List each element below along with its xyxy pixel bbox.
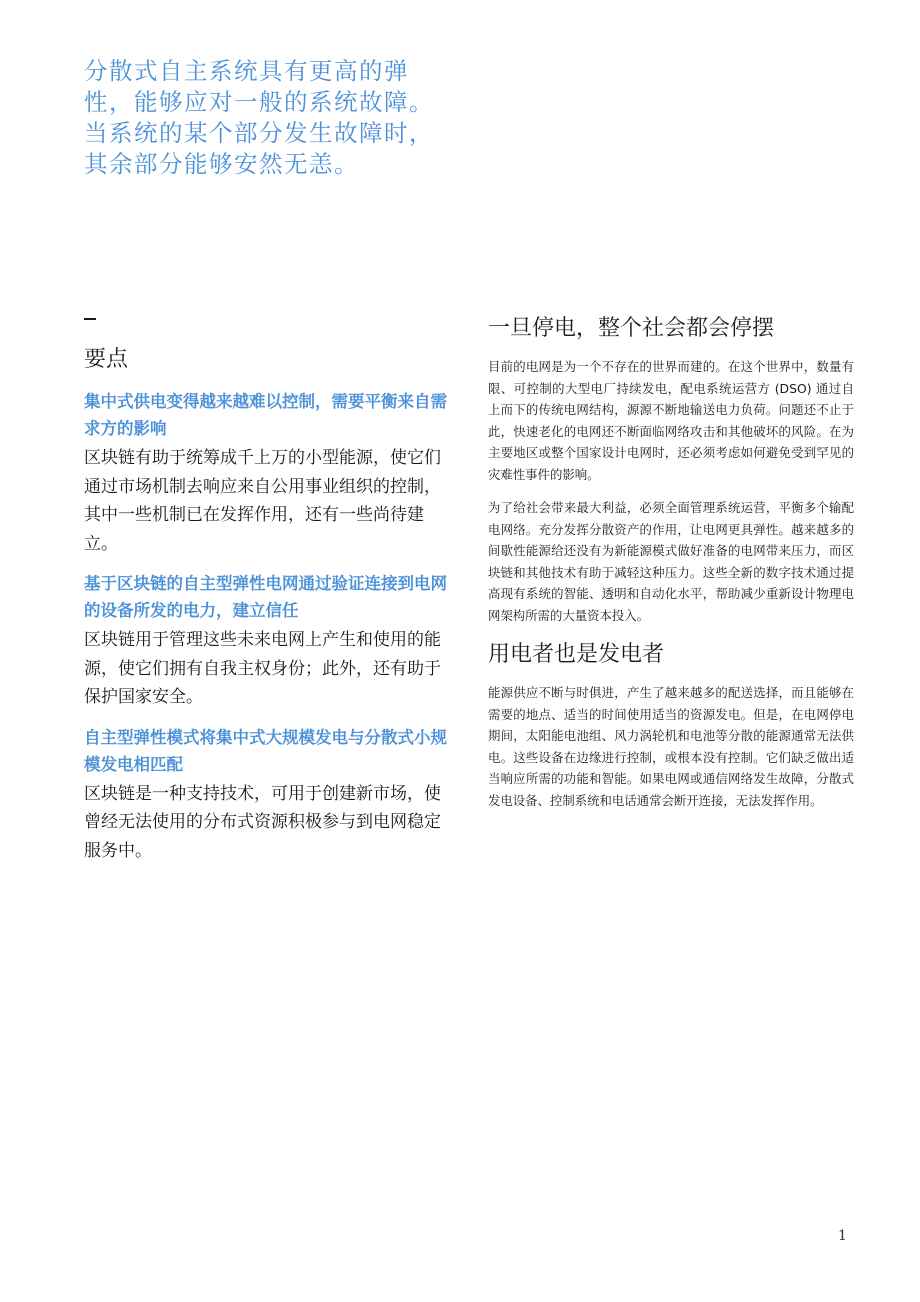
key-point-heading: 自主型弹性模式将集中式大规模发电与分散式小规模发电相匹配 xyxy=(84,727,447,774)
article-paragraph: 为了给社会带来最大利益，必须全面管理系统运营，平衡多个输配电网络。充分发挥分散资产的作用，让电网更具弹性。越来越多的间歇性能源给还没有为新能源模式做好准备的电网带来压力，而区块链和其他技术有助于减轻这种压力。这些全新的数字技术通过提高现有系统的智能、透明和自动化水平，帮助减少重新设计物理电网架构所需的大量资本投入。 xyxy=(488,500,854,623)
article-paragraph: 能源供应不断与时俱进，产生了越来越多的配送选择，而且能够在需要的地点、适当的时间使用适当的资源发电。但是，在电网停电期间，太阳能电池组、风力涡轮机和电池等分散的能源通常无法供电。这些设备在边缘进行控制，或根本没有控制。它们缺乏做出适当响应所需的功能和智能。如果电网或通信网络发生故障，分散式发电设备、控制系统和电话通常会断开连接，无法发挥作用。 xyxy=(488,685,854,808)
key-point-item xyxy=(84,570,450,712)
key-point-body: 区块链是一种支持技术，可用于创建新市场，使曾经无法使用的分布式资源积极参与到电网稳定服务中。 xyxy=(84,783,441,861)
key-point-item xyxy=(84,724,450,866)
key-points-title: 要点 xyxy=(84,347,129,372)
page-number: 1 xyxy=(838,1228,847,1244)
pull-quote: 分散式自主系统具有更高的弹性，能够应对一般的系统故障。当系统的某个部分发生故障时，其余部分能够安然无恙。 xyxy=(84,57,434,178)
key-point-item xyxy=(84,388,450,558)
section-title-power-outage: 一旦停电，整个社会都会停摆 xyxy=(488,316,775,341)
key-point-heading: 基于区块链的自主型弹性电网通过验证连接到电网的设备所发的电力，建立信任 xyxy=(84,574,447,620)
key-point-body: 区块链有助于统筹成千上万的小型能源，使它们通过市场机制去响应来自公用事业组织的控制，其中一些机制已在发挥作用，还有一些尚待建立。 xyxy=(84,448,441,554)
section-dash-divider xyxy=(84,318,96,320)
key-point-heading: 集中式供电变得越来越难以控制，需要平衡来自需求方的影响 xyxy=(84,392,447,438)
key-points-list xyxy=(84,388,450,877)
section-title-prosumers: 用电者也是发电者 xyxy=(488,642,665,667)
key-point-body: 区块链用于管理这些未来电网上产生和使用的能源，使它们拥有自我主权身份；此外，还有助于保护国家安全。 xyxy=(84,630,441,707)
article-paragraph: 目前的电网是为一个不存在的世界而建的。在这个世界中，数量有限、可控制的大型电厂持续发电，配电系统运营方 (DSO) 通过自上而下的传统电网结构，源源不断地输送电力负荷。问题还不止于此，快速老化的电网还不断面临网络攻击和其他破坏的风险。在为主要地区或整个国家设计电网时，还必须考虑如何避免受到罕见的灾难性事件的影响。 xyxy=(488,359,854,482)
article-column xyxy=(488,314,854,823)
